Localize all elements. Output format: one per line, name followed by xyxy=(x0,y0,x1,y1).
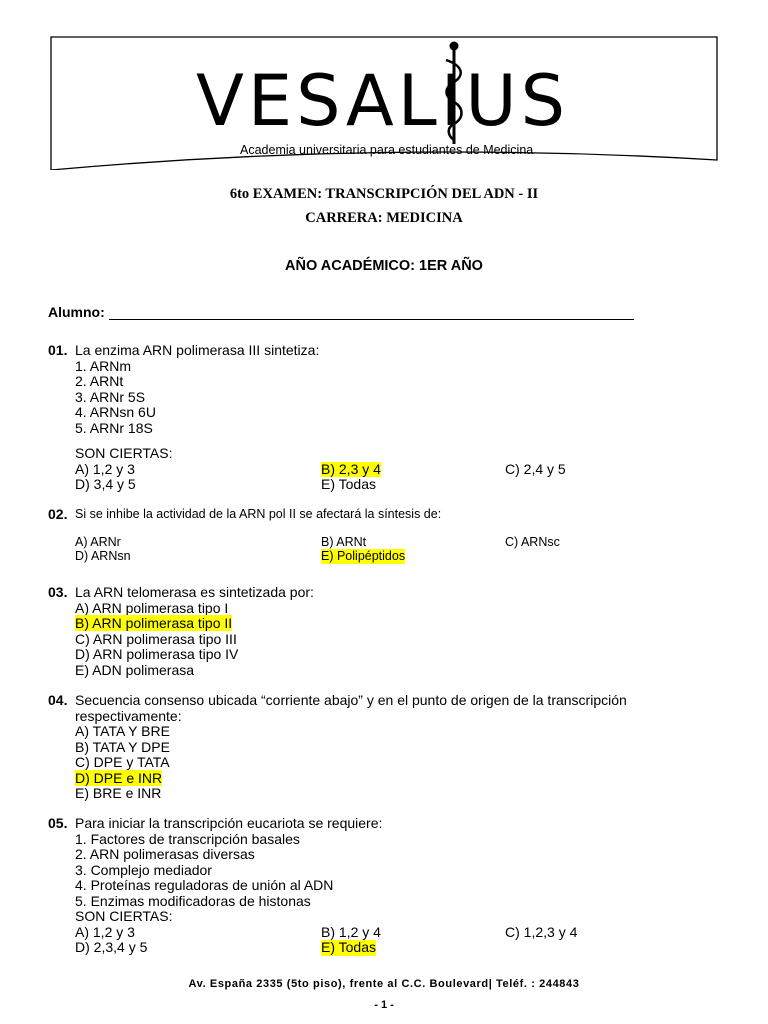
question-01 xyxy=(48,343,675,493)
list-item: 5. ARNr 18S xyxy=(75,419,153,436)
option-b[interactable]: B) 1,2 y 4 xyxy=(321,923,381,940)
option-a[interactable]: A) 1,2 y 3 xyxy=(75,923,135,940)
student-label: Alumno: xyxy=(48,304,105,320)
career-title: CARRERA: MEDICINA xyxy=(305,210,463,226)
list-item: 3. ARNr 5S xyxy=(75,388,146,405)
option-d[interactable]: D) 2,3,4 y 5 xyxy=(75,939,148,955)
option-e-answer[interactable]: E) Polipéptidos xyxy=(321,548,406,563)
list-item: 4. ARNsn 6U xyxy=(75,404,156,420)
question-text: La enzima ARN polimerasa III sintetiza: xyxy=(75,342,320,358)
option-c[interactable]: C) 2,4 y 5 xyxy=(505,460,566,477)
list-item: 1. ARNm xyxy=(75,357,132,374)
question-number: 03. xyxy=(48,584,68,600)
option-e[interactable]: E) BRE e INR xyxy=(75,785,162,801)
list-item: 2. ARNt xyxy=(75,373,124,389)
academic-year: AÑO ACADÉMICO: 1ER AÑO xyxy=(285,258,483,274)
option-c[interactable]: C) 1,2,3 y 4 xyxy=(505,923,578,940)
option-b[interactable]: B) ARNt xyxy=(321,534,367,549)
option-b[interactable]: B) TATA Y DPE xyxy=(75,738,170,755)
option-d-answer[interactable]: D) DPE e INR xyxy=(75,769,163,786)
list-item: 5. Enzimas modificadoras de histonas xyxy=(75,892,311,909)
question-prompt: SON CIERTAS: xyxy=(75,445,173,461)
option-a[interactable]: A) 1,2 y 3 xyxy=(75,460,135,477)
option-e-answer[interactable]: E) Todas xyxy=(321,939,376,955)
list-item: 4. Proteínas reguladoras de unión al ADN xyxy=(75,877,334,893)
question-02 xyxy=(48,507,675,563)
question-number: 01. xyxy=(48,342,68,358)
question-05 xyxy=(48,816,675,956)
option-a[interactable]: A) ARN polimerasa tipo I xyxy=(75,599,229,616)
option-c[interactable]: C) DPE y TATA xyxy=(75,754,170,770)
question-number: 02. xyxy=(48,506,68,522)
option-b-answer[interactable]: B) 2,3 y 4 xyxy=(321,460,381,477)
option-a[interactable]: A) TATA Y BRE xyxy=(75,723,170,739)
question-text: Secuencia consenso ubicada “corriente abajo” y en el punto de origen de la transcripción xyxy=(75,692,627,708)
list-item: 2. ARN polimerasas diversas xyxy=(75,846,255,862)
student-field[interactable] xyxy=(48,304,634,320)
logo-wordmark: VESALIUS xyxy=(196,60,570,142)
option-c[interactable]: C) ARNsc xyxy=(505,534,560,549)
option-e[interactable]: E) Todas xyxy=(321,476,376,492)
option-d[interactable]: D) ARNsn xyxy=(75,548,131,563)
page-number: - 1 - xyxy=(374,999,394,1011)
question-text: La ARN telomerasa es sintetizada por: xyxy=(75,584,314,600)
option-d[interactable]: D) ARN polimerasa tipo IV xyxy=(75,646,239,662)
list-item: 3. Complejo mediador xyxy=(75,861,212,878)
option-e[interactable]: E) ADN polimerasa xyxy=(75,661,195,678)
question-prompt: SON CIERTAS: xyxy=(75,908,173,924)
question-text: Si se inhibe la actividad de la ARN pol II se afectará la síntesis de: xyxy=(75,507,442,521)
question-number: 04. xyxy=(48,692,68,708)
question-04 xyxy=(48,693,675,802)
student-name-line[interactable] xyxy=(109,305,634,320)
question-number: 05. xyxy=(48,815,68,831)
footer-address: Av. España 2335 (5to piso), frente al C.C. Boulevard| Teléf. : 244843 xyxy=(188,978,580,990)
option-c[interactable]: C) ARN polimerasa tipo III xyxy=(75,630,237,647)
option-a[interactable]: A) ARNr xyxy=(75,534,121,549)
option-b-answer[interactable]: B) ARN polimerasa tipo II xyxy=(75,615,233,631)
question-03 xyxy=(48,585,675,678)
question-text-continued: respectivamente: xyxy=(75,707,182,724)
logo-tagline: Academia universitaria para estudiantes de Medicina xyxy=(240,143,534,157)
header-banner xyxy=(50,36,718,170)
option-d[interactable]: D) 3,4 y 5 xyxy=(75,476,136,492)
question-text: Para iniciar la transcripción eucariota se requiere: xyxy=(75,815,383,831)
list-item: 1. Factores de transcripción basales xyxy=(75,830,300,847)
exam-title: 6to EXAMEN: TRANSCRIPCIÓN DEL ADN - II xyxy=(229,186,539,202)
